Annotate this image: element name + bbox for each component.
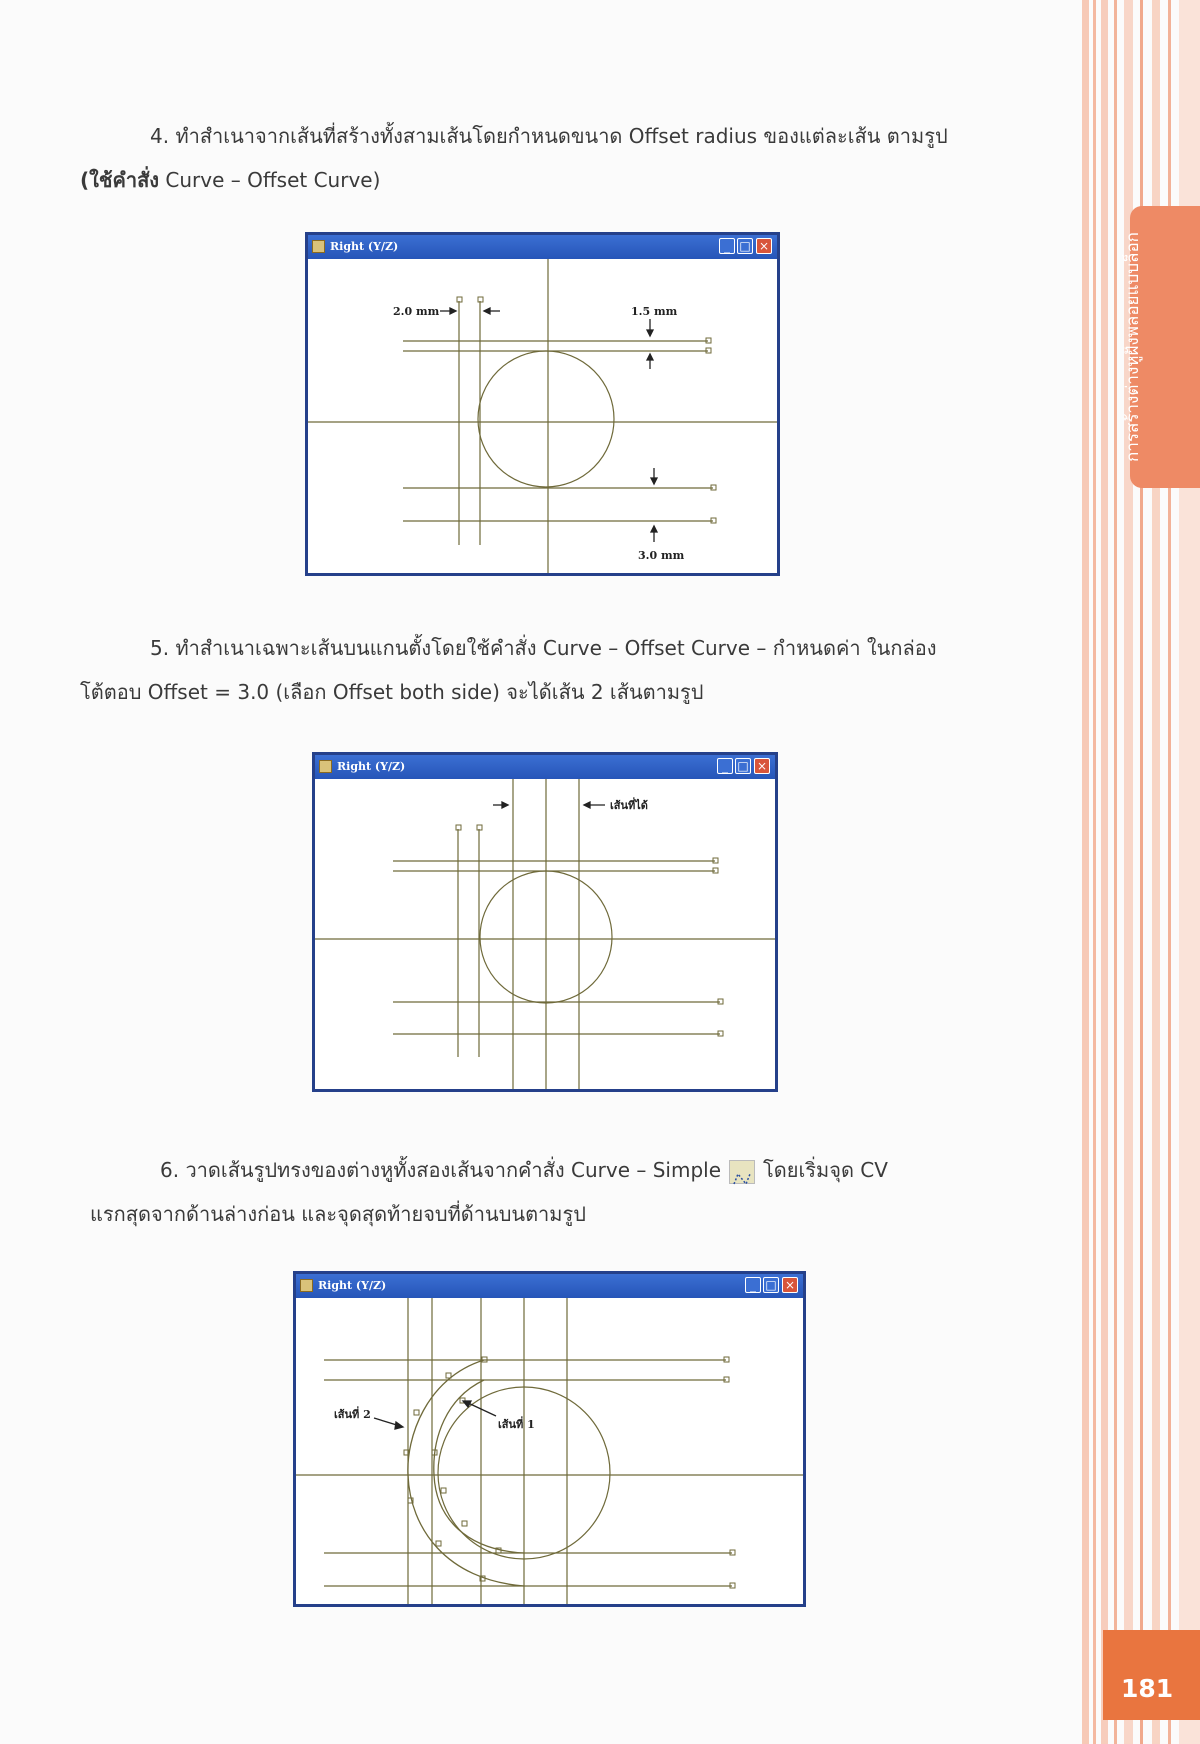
close-icon[interactable]: × [756, 238, 772, 254]
window-titlebar [296, 1274, 803, 1298]
window-title: Right (Y/Z) [318, 1279, 387, 1292]
step5-line1: 5. ทำสำเนาเฉพาะเส้นบนแกนตั้งโดยใช้คำสั่ง Curve – Offset Curve – กำหนดค่า ในกล่อง [150, 636, 937, 660]
chapter-title: การสร้างต่างหูฝังพลอยแบบล็อก [1123, 232, 1143, 462]
step4-text [80, 114, 948, 202]
viewport-drawing-3 [296, 1298, 803, 1604]
maximize-icon[interactable]: □ [763, 1277, 779, 1293]
maximize-icon[interactable]: □ [737, 238, 753, 254]
step5-text [80, 626, 937, 714]
close-icon[interactable]: × [754, 758, 770, 774]
step5-line2: โต้ตอบ Offset = 3.0 (เลือก Offset both side) จะได้เส้น 2 เส้นตามรูป [80, 680, 704, 704]
label-line1: เส้นที่ 1 [498, 1418, 535, 1431]
window-title: Right (Y/Z) [330, 240, 399, 253]
window-title: Right (Y/Z) [337, 760, 406, 773]
viewport-window-1 [305, 232, 780, 576]
minimize-icon[interactable]: _ [745, 1277, 761, 1293]
minimize-icon[interactable]: _ [719, 238, 735, 254]
step6-line1a: 6. วาดเส้นรูปทรงของต่างหูทั้งสองเส้นจากคำสั่ง Curve – Simple [160, 1158, 722, 1182]
maximize-icon[interactable]: □ [735, 758, 751, 774]
step6-text [90, 1148, 888, 1236]
page-number: 181 [1121, 1674, 1174, 1703]
window-titlebar [315, 755, 775, 779]
viewport-drawing-2 [315, 779, 775, 1089]
viewport-icon [300, 1279, 313, 1292]
step6-line2: แรกสุดจากด้านล่างก่อน และจุดสุดท้ายจบที่ด้านบนตามรูป [90, 1202, 586, 1226]
viewport-drawing-1 [308, 259, 777, 573]
window-titlebar [308, 235, 777, 259]
label-result-line: เส้นที่ได้ [610, 799, 648, 812]
step6-line1b: โดยเริ่มจุด CV [763, 1158, 888, 1182]
label-line2: เส้นที่ 2 [334, 1408, 371, 1421]
step4-line2: Curve – Offset Curve) [159, 168, 381, 192]
label-2mm: 2.0 mm [393, 305, 440, 318]
label-3mm: 3.0 mm [638, 549, 685, 562]
minimize-icon[interactable]: _ [717, 758, 733, 774]
curve-simple-icon [729, 1160, 755, 1184]
page-number-box [1103, 1630, 1200, 1720]
viewport-window-3 [293, 1271, 806, 1607]
step4-line1: 4. ทำสำเนาจากเส้นที่สร้างทั้งสามเส้นโดยกำหนดขนาด Offset radius ของแต่ละเส้น ตามรูป [150, 124, 948, 148]
label-1-5mm: 1.5 mm [631, 305, 678, 318]
viewport-icon [319, 760, 332, 773]
viewport-window-2 [312, 752, 778, 1092]
step4-line2-bold: (ใช้คำสั่ง [80, 168, 160, 192]
viewport-icon [312, 240, 325, 253]
close-icon[interactable]: × [782, 1277, 798, 1293]
